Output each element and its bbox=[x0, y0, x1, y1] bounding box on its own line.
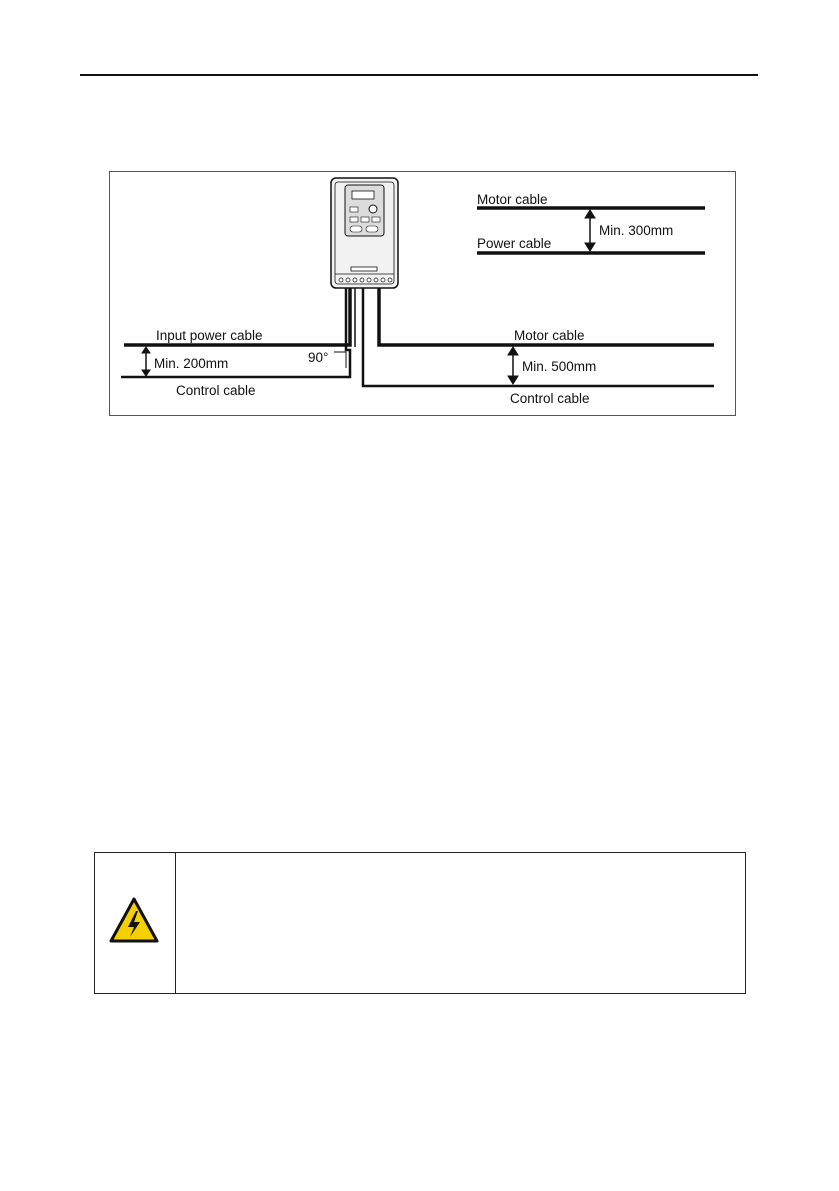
control-cable-label-left: Control cable bbox=[176, 383, 256, 398]
warning-box bbox=[94, 852, 746, 994]
min-300mm-label: Min. 300mm bbox=[599, 223, 674, 238]
warning-divider bbox=[175, 853, 176, 993]
high-voltage-warning-icon bbox=[109, 897, 159, 943]
header-rule bbox=[80, 74, 758, 76]
power-cable-label: Power cable bbox=[477, 236, 552, 251]
cable-spacing-diagram bbox=[109, 171, 736, 416]
input-power-cable-label: Input power cable bbox=[156, 328, 263, 343]
warning-text bbox=[191, 869, 729, 977]
control-cable-label-right: Control cable bbox=[510, 391, 590, 406]
inverter-drive bbox=[331, 178, 398, 288]
min-500mm-label: Min. 500mm bbox=[522, 359, 597, 374]
motor-cable-label-right: Motor cable bbox=[514, 328, 585, 343]
angle-90-label: 90° bbox=[308, 350, 329, 365]
motor-cable-label-top: Motor cable bbox=[477, 192, 548, 207]
diagram-canvas bbox=[110, 172, 737, 417]
min-200mm-label: Min. 200mm bbox=[154, 356, 229, 371]
